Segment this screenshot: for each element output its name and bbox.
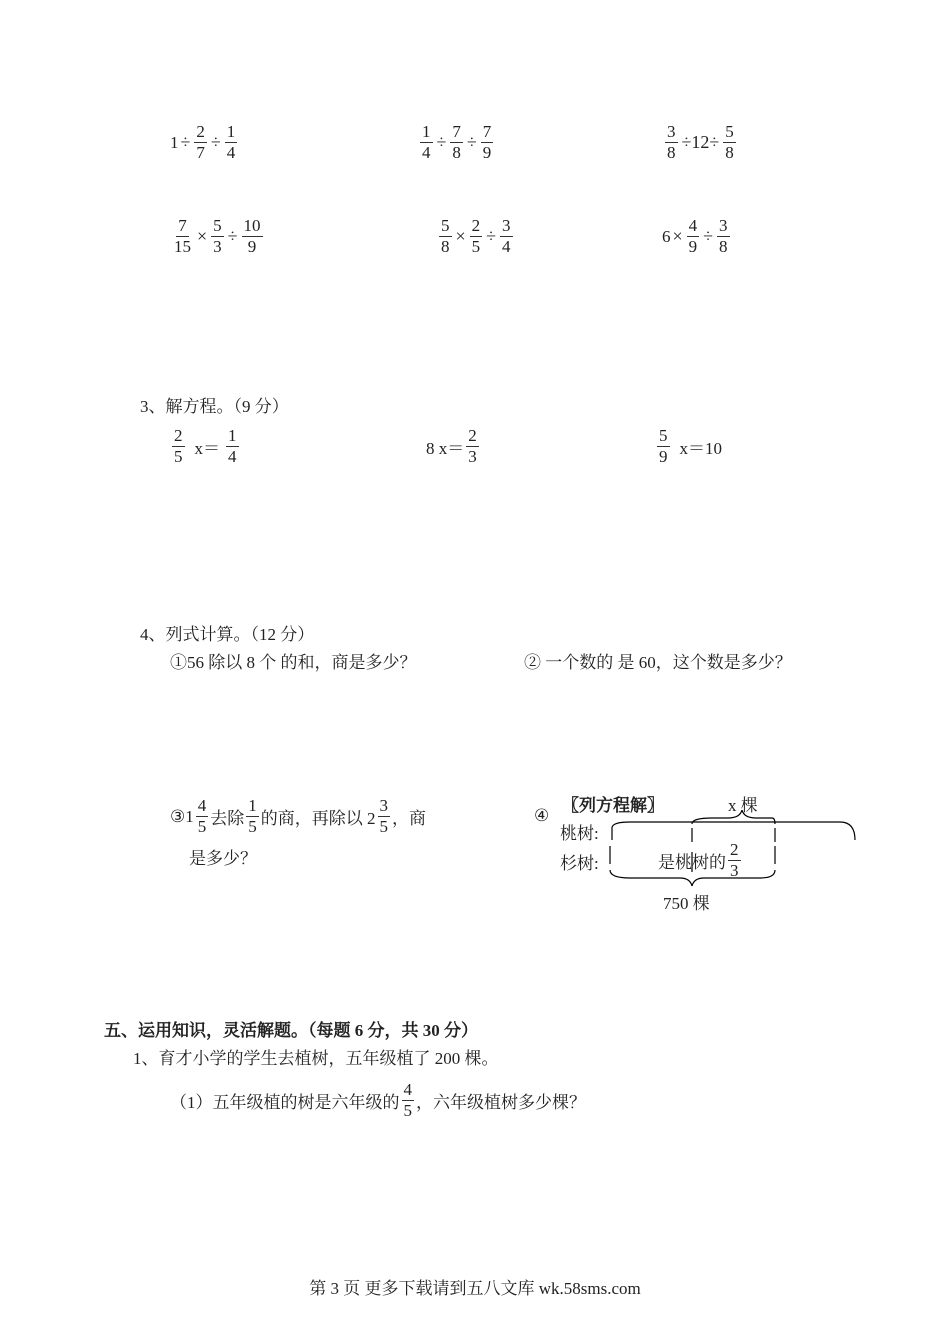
section5-title: 五、运用知识，灵活解题。（每题 6 分，共 30 分） <box>104 1021 478 1040</box>
section4-title: 4、列式计算。（12 分） <box>140 625 315 644</box>
question-4-3-line2: 是多少？ <box>189 849 257 868</box>
expr-lead: 1 <box>170 132 179 152</box>
fraction: $\frac{7}{15}$ <box>174 216 191 256</box>
section3-title: 3、解方程。（9 分） <box>140 397 289 416</box>
fraction: $\frac{3}{8}$ <box>719 216 728 256</box>
fraction: $\frac{4}{5}$ <box>403 1080 412 1120</box>
fraction: $\frac{4}{9}$ <box>688 216 698 256</box>
question-5-1-1: （1）五年级植的树是六年级的 $\frac{4}{5}$ ，六年级植树多少棵？ <box>170 1080 586 1120</box>
equation-1: $\frac{2}{5}$ x＝ $\frac{1}{4}$ <box>174 426 237 466</box>
fraction: $\frac{5}{9}$ <box>659 426 668 466</box>
question-4-1: ①56 除以 8 个 的和，商是多少？ <box>170 653 417 672</box>
fraction: $\frac{5}{8}$ <box>725 122 734 162</box>
fraction: $\frac{2}{5}$ <box>174 426 183 466</box>
question-5-1: 1、育才小学的学生去植树，五年级植了 200 棵。 <box>133 1049 499 1068</box>
fraction: $\frac{3}{5}$ <box>379 796 388 836</box>
peach-bar <box>612 822 855 840</box>
fraction: $\frac{5}{8}$ <box>441 216 450 256</box>
fraction: $\frac{2}{7}$ <box>196 122 205 162</box>
fraction: $\frac{7}{8}$ <box>452 122 461 162</box>
fir-label: 杉树: <box>560 854 599 873</box>
fraction: $\frac{1}{5}$ <box>248 796 257 836</box>
question-4-4-number: ④ <box>534 806 550 825</box>
ratio-text: 是桃树的 $\frac{2}{3}$ <box>658 840 739 880</box>
expr-2-3: 6 × $\frac{4}{9}$ ÷ $\frac{3}{8}$ <box>662 216 728 256</box>
equation-2: 8 x＝ $\frac{2}{3}$ <box>426 426 477 466</box>
page-footer: 第 3 页 更多下载请到五八文库 wk.58sms.com <box>309 1279 641 1298</box>
fraction: $\frac{5}{3}$ <box>213 216 222 256</box>
fraction: $\frac{7}{9}$ <box>482 122 492 162</box>
expr-1-1: 1 ÷ $\frac{2}{7}$ ÷ $\frac{1}{4}$ <box>170 122 236 162</box>
fraction: $\frac{3}{8}$ <box>667 122 676 162</box>
equation-3: $\frac{5}{9}$ x＝10 <box>659 426 722 466</box>
fraction: $\frac{1}{4}$ <box>422 122 431 162</box>
expr-2-1: $\frac{7}{15}$ × $\frac{5}{3}$ ÷ $\frac{10}{9}$ <box>174 216 261 256</box>
question-4-3: ③1 $\frac{4}{5}$ 去除 $\frac{1}{5}$ 的商，再除以 2 $\frac{3}{5}$ ，商 <box>170 796 426 836</box>
fraction: $\frac{3}{4}$ <box>502 216 511 256</box>
method-tag: 〖列方程解〗 <box>562 796 664 815</box>
total-label: 750 棵 <box>663 894 710 913</box>
question-4-2: ② 一个数的 是 60，这个数是多少？ <box>524 653 792 672</box>
expr-1-3: $\frac{3}{8}$ ÷12÷ $\frac{5}{8}$ <box>667 122 734 162</box>
x-label: x 棵 <box>728 796 758 815</box>
fraction: $\frac{4}{5}$ <box>197 796 207 836</box>
fraction: $\frac{2}{5}$ <box>471 216 481 256</box>
expr-lead: 6 <box>662 226 671 246</box>
expr-2-2: $\frac{5}{8}$ × $\frac{2}{5}$ ÷ $\frac{3}{4}$ <box>441 216 511 256</box>
fraction: $\frac{1}{4}$ <box>228 426 237 466</box>
fraction: $\frac{2}{3}$ <box>730 840 739 880</box>
fraction: $\frac{10}{9}$ <box>243 216 261 256</box>
fraction: $\frac{1}{4}$ <box>226 122 236 162</box>
peach-label: 桃树: <box>560 824 599 843</box>
fraction: $\frac{2}{3}$ <box>468 426 477 466</box>
expr-1-2: $\frac{1}{4}$ ÷ $\frac{7}{8}$ ÷ $\frac{7}{9}$ <box>422 122 492 162</box>
